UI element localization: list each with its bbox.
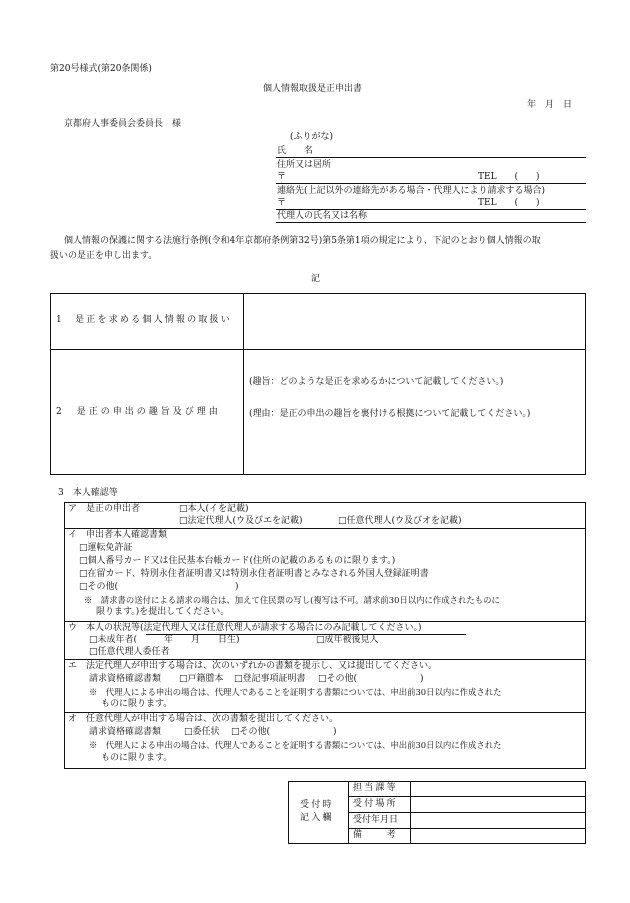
reception-row-divider-1: [348, 796, 586, 797]
identity-section-title: 3 本人確認等: [58, 488, 118, 498]
main-table-col-divider: [243, 293, 244, 475]
identity-divider-a: [64, 528, 586, 529]
row2-reason-hint: (理由：是正の申出の趣旨を裏付ける根拠について記載してください。): [249, 409, 531, 419]
ki-label: 記: [311, 274, 321, 284]
name-line[interactable]: [276, 157, 586, 158]
a-voluntary-agent-checkbox[interactable]: □任意代理人(ウ及びオを記載): [338, 516, 462, 526]
main-table-row-divider: [50, 349, 586, 350]
row2-label: 2 是正の申出の趣旨及び理由: [56, 407, 221, 417]
postal-mark-2: 〒: [277, 198, 287, 208]
e-other-checkbox[interactable]: □その他( ): [318, 674, 424, 684]
o-note-line-1: ※ 代理人による申出の場合は、代理人であることを証明する書類については、申出前30日以内に作成された: [89, 740, 502, 750]
a-title: ア 是正の申出者: [68, 504, 141, 514]
e-family-register-checkbox[interactable]: □戸籍謄本: [179, 674, 224, 684]
form-number: 第20号様式(第20条関係): [50, 64, 152, 74]
u-adult-guardian-checkbox[interactable]: □成年被後見人: [316, 635, 379, 645]
tel-label-2: TEL ( ): [478, 198, 540, 208]
e-note-line-1: ※ 代理人による申出の場合は、代理人であることを証明する書類については、申出前30日以内に作成された: [89, 687, 502, 697]
i-title: イ 申出者本人確認書類: [68, 530, 168, 540]
agent-name-label: 代理人の氏名又は名称: [277, 211, 368, 221]
reception-label-line-2: 記入欄: [300, 813, 334, 823]
row1-field[interactable]: [246, 296, 582, 346]
u-voluntary-principal-checkbox[interactable]: □任意代理人委任者: [89, 647, 170, 657]
reception-remarks-field[interactable]: [412, 830, 584, 843]
e-title: エ 法定代理人が申出する場合は、次のいずれかの書類を提示し、又は提出してください。: [68, 661, 438, 671]
name-label: 氏 名: [277, 146, 314, 156]
date-label: 年 月 日: [527, 100, 573, 110]
o-note-line-2: ものに限ります。: [101, 753, 173, 763]
furigana-label: (ふりがな): [290, 132, 334, 142]
e-note-line-2: ものに限ります。: [101, 699, 173, 709]
o-docs-label: 請求資格確認書類: [89, 727, 162, 737]
identity-divider-e: [64, 712, 586, 713]
reception-row-divider-3: [348, 828, 586, 829]
a-legal-agent-checkbox[interactable]: □法定代理人(ウ及びエを記載): [179, 516, 303, 526]
e-docs-label: 請求資格確認書類: [89, 674, 162, 684]
row2-field[interactable]: [246, 352, 582, 472]
i-drivers-license-checkbox[interactable]: □運転免許証: [79, 543, 133, 553]
i-note-line-1: ※ 請求書の送付による請求の場合は、加えて住民票の写し(複写は不可。請求前30日以内に作成されたものに: [84, 595, 500, 605]
tel-label: TEL ( ): [478, 172, 540, 182]
o-power-of-attorney-checkbox[interactable]: □委任状: [184, 727, 220, 737]
reception-row-dept: 担当課等: [353, 783, 398, 793]
intro-line-1: 個人情報の保護に関する法施行条例(令和4年京都府条例第32号)第5条第1項の規定により、下記のとおり個人情報の取: [64, 236, 541, 246]
reception-row-divider-2: [348, 812, 586, 813]
reception-row-place: 受付場所: [353, 799, 398, 809]
i-residence-card-checkbox[interactable]: □在留カード、特別永住者証明書又は特別永住者証明書とみなされる外国人登録証明書: [79, 569, 429, 579]
reception-row-date: 受付年月日: [353, 815, 399, 825]
postal-mark: 〒: [277, 172, 287, 182]
agent-name-line[interactable]: [276, 222, 586, 223]
o-other-checkbox[interactable]: □その他( ): [231, 727, 337, 737]
reception-place-field[interactable]: [412, 798, 584, 811]
reception-row-remarks: 備 考: [353, 830, 398, 840]
contact-label: 連絡先(上記以外の連絡先がある場合・代理人により請求する場合): [277, 186, 546, 196]
identity-divider-u: [64, 659, 586, 660]
u-minor-checkbox[interactable]: □未成年者( 年 月 日生): [89, 635, 240, 645]
row1-label: 1 是正を求める個人情報の取扱い: [56, 315, 232, 325]
intro-line-2: 扱いの是正を申し出ます。: [50, 251, 158, 261]
a-self-checkbox[interactable]: □本人(イを記載): [179, 504, 249, 514]
u-title: ウ 本人の状況等(法定代理人又は任意代理人が請求する場合にのみ記載してください。): [68, 623, 422, 633]
page-title: 個人情報取扱是正申出書: [263, 84, 363, 94]
address-label: 住所又は居所: [277, 160, 332, 170]
row2-purpose-hint: (趣旨：どのような是正を求めるかについて記載してください。): [249, 377, 504, 387]
e-registry-cert-checkbox[interactable]: □登記事項証明書: [234, 674, 306, 684]
i-other-checkbox[interactable]: □その他( ): [79, 582, 239, 592]
contact-line[interactable]: [276, 209, 586, 210]
identity-divider-i: [64, 621, 586, 622]
reception-label-line-1: 受付時: [300, 800, 334, 810]
address-line[interactable]: [276, 183, 586, 184]
i-mynumber-card-checkbox[interactable]: □個人番号カード又は住民基本台帳カード(住所の記載のあるものに限ります。): [79, 556, 396, 566]
i-note-line-2: 限ります。)を提出してください。: [96, 607, 230, 617]
addressee: 京都府人事委員会委員長 様: [64, 119, 182, 129]
o-title: オ 任意代理人が申出する場合は、次の書類を提出してください。: [68, 714, 339, 724]
reception-dept-field[interactable]: [412, 782, 584, 795]
reception-date-field[interactable]: [412, 814, 584, 827]
